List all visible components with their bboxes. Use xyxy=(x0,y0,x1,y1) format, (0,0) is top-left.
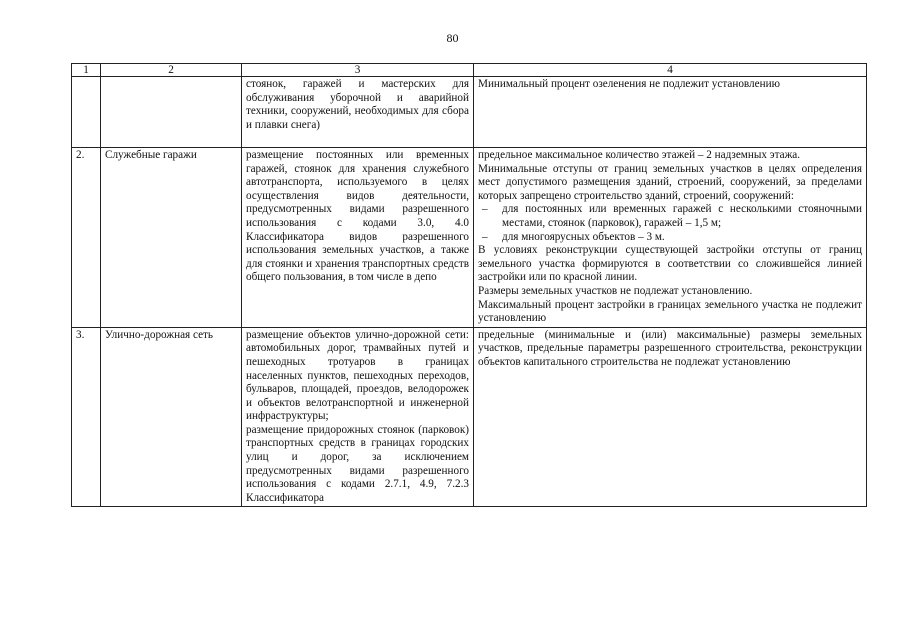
row-parameters xyxy=(474,148,867,328)
parameter-text: Размеры земельных участков не подлежат установлению. xyxy=(478,284,753,297)
permitted-use-text: размещение объектов улично-дорожной сети: автомобильных дорог, трамвайных путей и пешеходных тротуаров в границах населенных пунктов, пешеходных переходов, бульваров, площадей, проездов, велодорожек и объектов велотранспортной и инженерной инфраструктуры; xyxy=(246,328,469,423)
parameter-text: В условиях реконструкции существующей застройки отступы от границ земельного участка формируются в соответствии со сложившейся линией застройки или по красной линии. xyxy=(478,244,862,284)
row-name: Служебные гаражи xyxy=(101,148,242,328)
row-number xyxy=(72,77,101,148)
zoning-table xyxy=(71,63,867,507)
setback-list xyxy=(478,203,862,244)
table-header-row xyxy=(72,64,867,77)
list-item: – для многоярусных объектов – 3 м. xyxy=(478,231,862,245)
table-row xyxy=(72,148,867,328)
row-permitted-use: размещение постоянных или временных гаражей, стоянок для хранения служебного автотранспорта, используемого в целях осуществления видов деятельности, предусмотренных видами разрешенного использования с кодами 3.0, 4.0 Классификатора видов разрешенного использования земельных участков, а также для стоянки и хранения транспортных средств общего пользования, в том числе в депо xyxy=(242,148,474,328)
header-col-3: 3 xyxy=(242,64,474,77)
header-col-2: 2 xyxy=(101,64,242,77)
row-parameters xyxy=(474,327,867,507)
row-parameters xyxy=(474,77,867,148)
row-permitted-use xyxy=(242,327,474,507)
row-number: 3. xyxy=(72,327,101,507)
table-row xyxy=(72,77,867,148)
row-name xyxy=(101,77,242,148)
row-name: Улично-дорожная сеть xyxy=(101,327,242,507)
header-col-1: 1 xyxy=(72,64,101,77)
table-row xyxy=(72,327,867,507)
parameter-text: Минимальные отступы от границ земельных участков в целях определения мест допустимого размещения зданий, строений, сооружений, за пределами которых запрещено строительство зданий, строений, сооружений: xyxy=(478,162,862,202)
header-col-4: 4 xyxy=(474,64,867,77)
parameter-text: Минимальный процент озеленения не подлежит установлению xyxy=(478,78,780,90)
page-number: 80 xyxy=(446,31,459,45)
permitted-use-text: размещение придорожных стоянок (парковок) транспортных средств в границах городских улиц и дорог, за исключением предусмотренных видами разрешенного использования с кодами 2.7.1, 4.9, 7.2.3 Классификатора xyxy=(246,423,469,504)
parameter-text: предельное максимальное количество этажей – 2 надземных этажа. xyxy=(478,149,801,161)
row-permitted-use: стоянок, гаражей и мастерских для обслуживания уборочной и аварийной техники, сооружений, необходимых для сбора и плавки снега) xyxy=(242,77,474,148)
row-number: 2. xyxy=(72,148,101,328)
parameter-text: предельные (минимальные и (или) максимальные) размеры земельных участков, предельные параметры разрешенного строительства, реконструкции объектов капитального строительства не подлежат установлению xyxy=(478,328,862,368)
parameter-text: Максимальный процент застройки в границах земельного участка не подлежит установлению xyxy=(478,298,862,325)
list-item: – для постоянных или временных гаражей с несколькими стояночными местами, стоянок (парковок), гаражей – 1,5 м; xyxy=(478,203,862,230)
